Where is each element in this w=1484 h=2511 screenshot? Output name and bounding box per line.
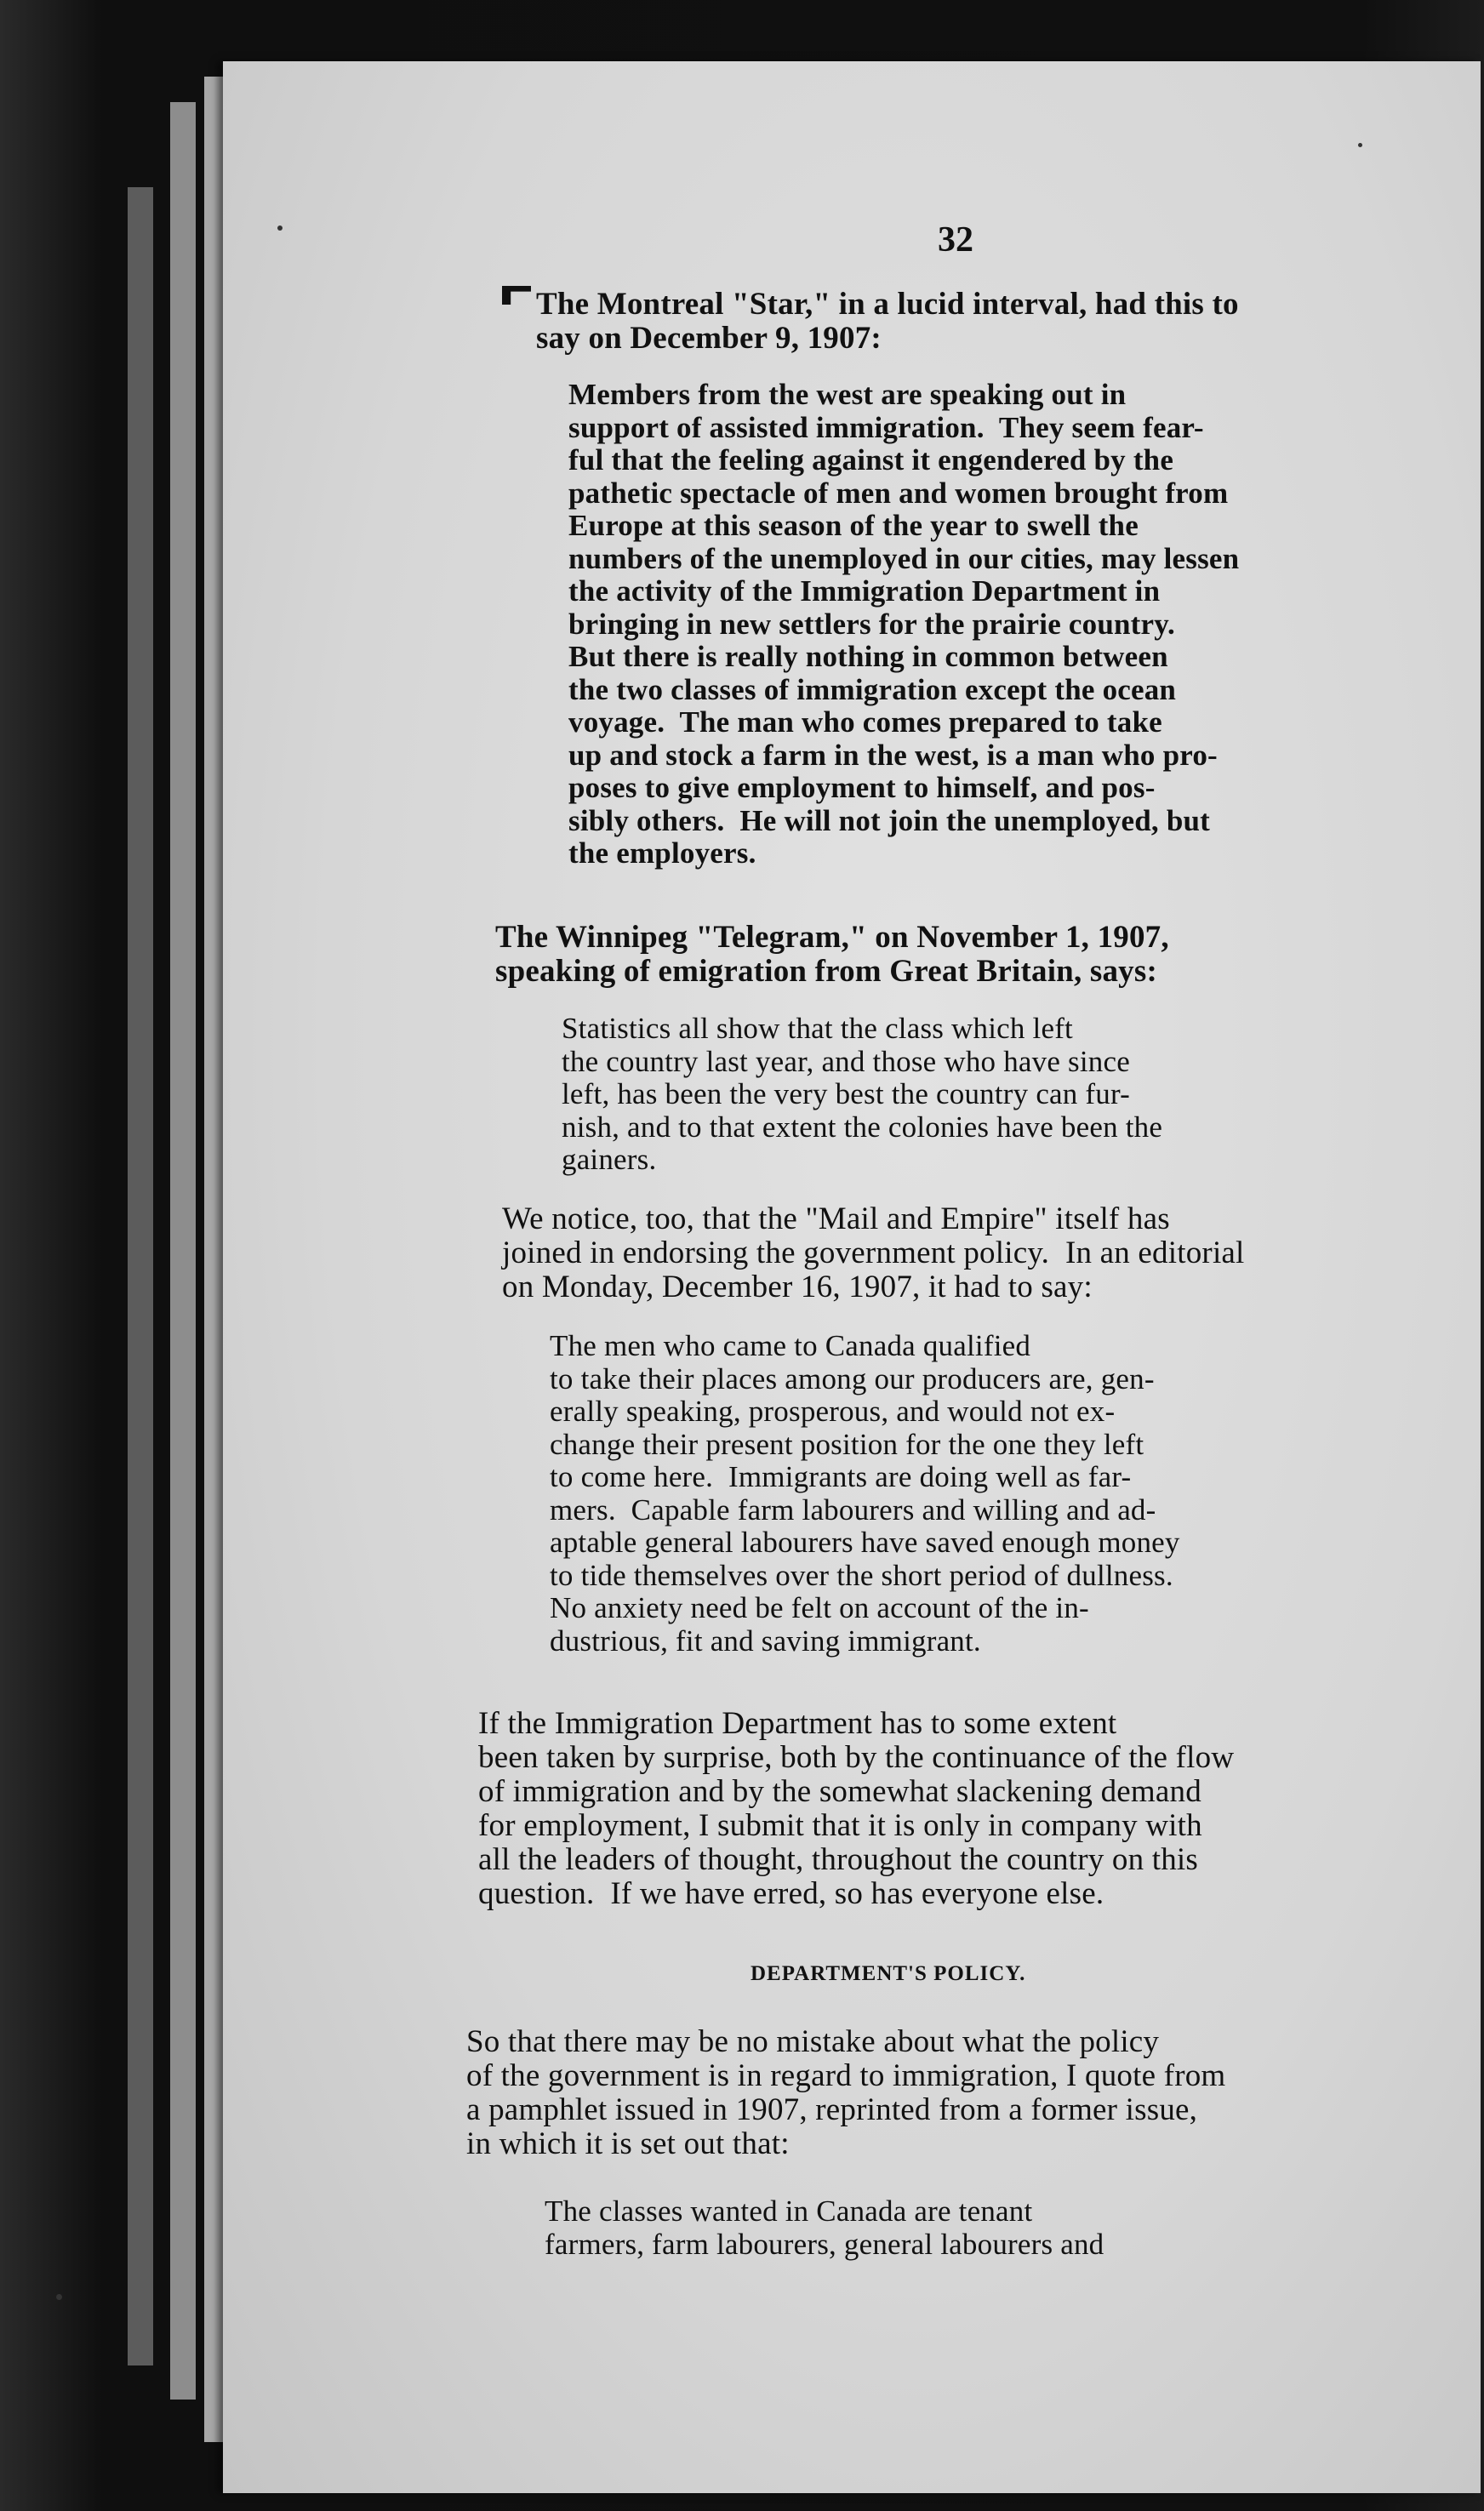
film-speck (1358, 143, 1362, 147)
page-edge (170, 102, 196, 2400)
paragraph-department-policy: So that there may be no mistake about what the policy of the government is in regard to immigration, I quote from a pamphlet issued in 1907, reprinted from a former issue, in which it is set out that: (466, 2024, 1226, 2161)
film-speck (277, 225, 283, 231)
page-edge (204, 77, 225, 2442)
quote-winnipeg-telegram: Statistics all show that the class which left the country last year, and those who have since left, has been the very best the country can fur- nish, and to that extent the colonies have been the gainers. (562, 1012, 1163, 1176)
section-heading: DEPARTMENT'S POLICY. (751, 1962, 1026, 1985)
paragraph-mail-and-empire: We notice, too, that the "Mail and Empire" itself has joined in endorsing the government policy. In an editorial on Monday, December 16, 1907, it had to say: (502, 1201, 1245, 1304)
film-speck (56, 2294, 62, 2300)
page-number: 32 (938, 220, 973, 260)
quote-pamphlet: The classes wanted in Canada are tenant farmers, farm labourers, general labourers and (545, 2194, 1104, 2261)
page-edge (128, 187, 153, 2365)
quote-mail-and-empire: The men who came to Canada qualified to take their places among our producers are, gen- erally speaking, prosperous, and would not ex- change their present position for the one they left to come here. Immigrants are doing well as far- mers. Capable farm labourers and willing and ad- aptable general labourers have saved enough money to tide themselves over the short period of dullness. No anxiety need be felt on account of the in- dustrious, fit and saving immigrant. (550, 1329, 1180, 1658)
paragraph-immigration-department: If the Immigration Department has to some extent been taken by surprise, both by the continuance of the flow of immigration and by the somewhat slackening demand for employment, I submit that it is only in company with all the leaders of thought, throughout the country on this question. If we have erred, so has everyone else. (478, 1706, 1235, 1911)
paragraph-winnipeg-telegram: The Winnipeg "Telegram," on November 1, 1907, speaking of emigration from Great Britain, says: (495, 920, 1169, 989)
quote-montreal-star: Members from the west are speaking out in support of assisted immigration. They seem fear- ful that the feeling against it engendered by the pathetic spectacle of men and women brought from Europe at this season of the year to swell the numbers of the unemployed in our cities, may lessen the activity of the Immigration Department in bringing in new settlers for the prairie country. But there is really nothing in common between the two classes of immigration except the ocean voyage. The man who comes prepared to take up and stock a farm in the west, is a man who pro- poses to give employment to himself, and pos- sibly others. He will not join the unemployed, but the employers. (568, 378, 1240, 870)
paragraph-montreal-star: The Montreal "Star," in a lucid interval, had this to say on December 9, 1907: (536, 287, 1239, 356)
